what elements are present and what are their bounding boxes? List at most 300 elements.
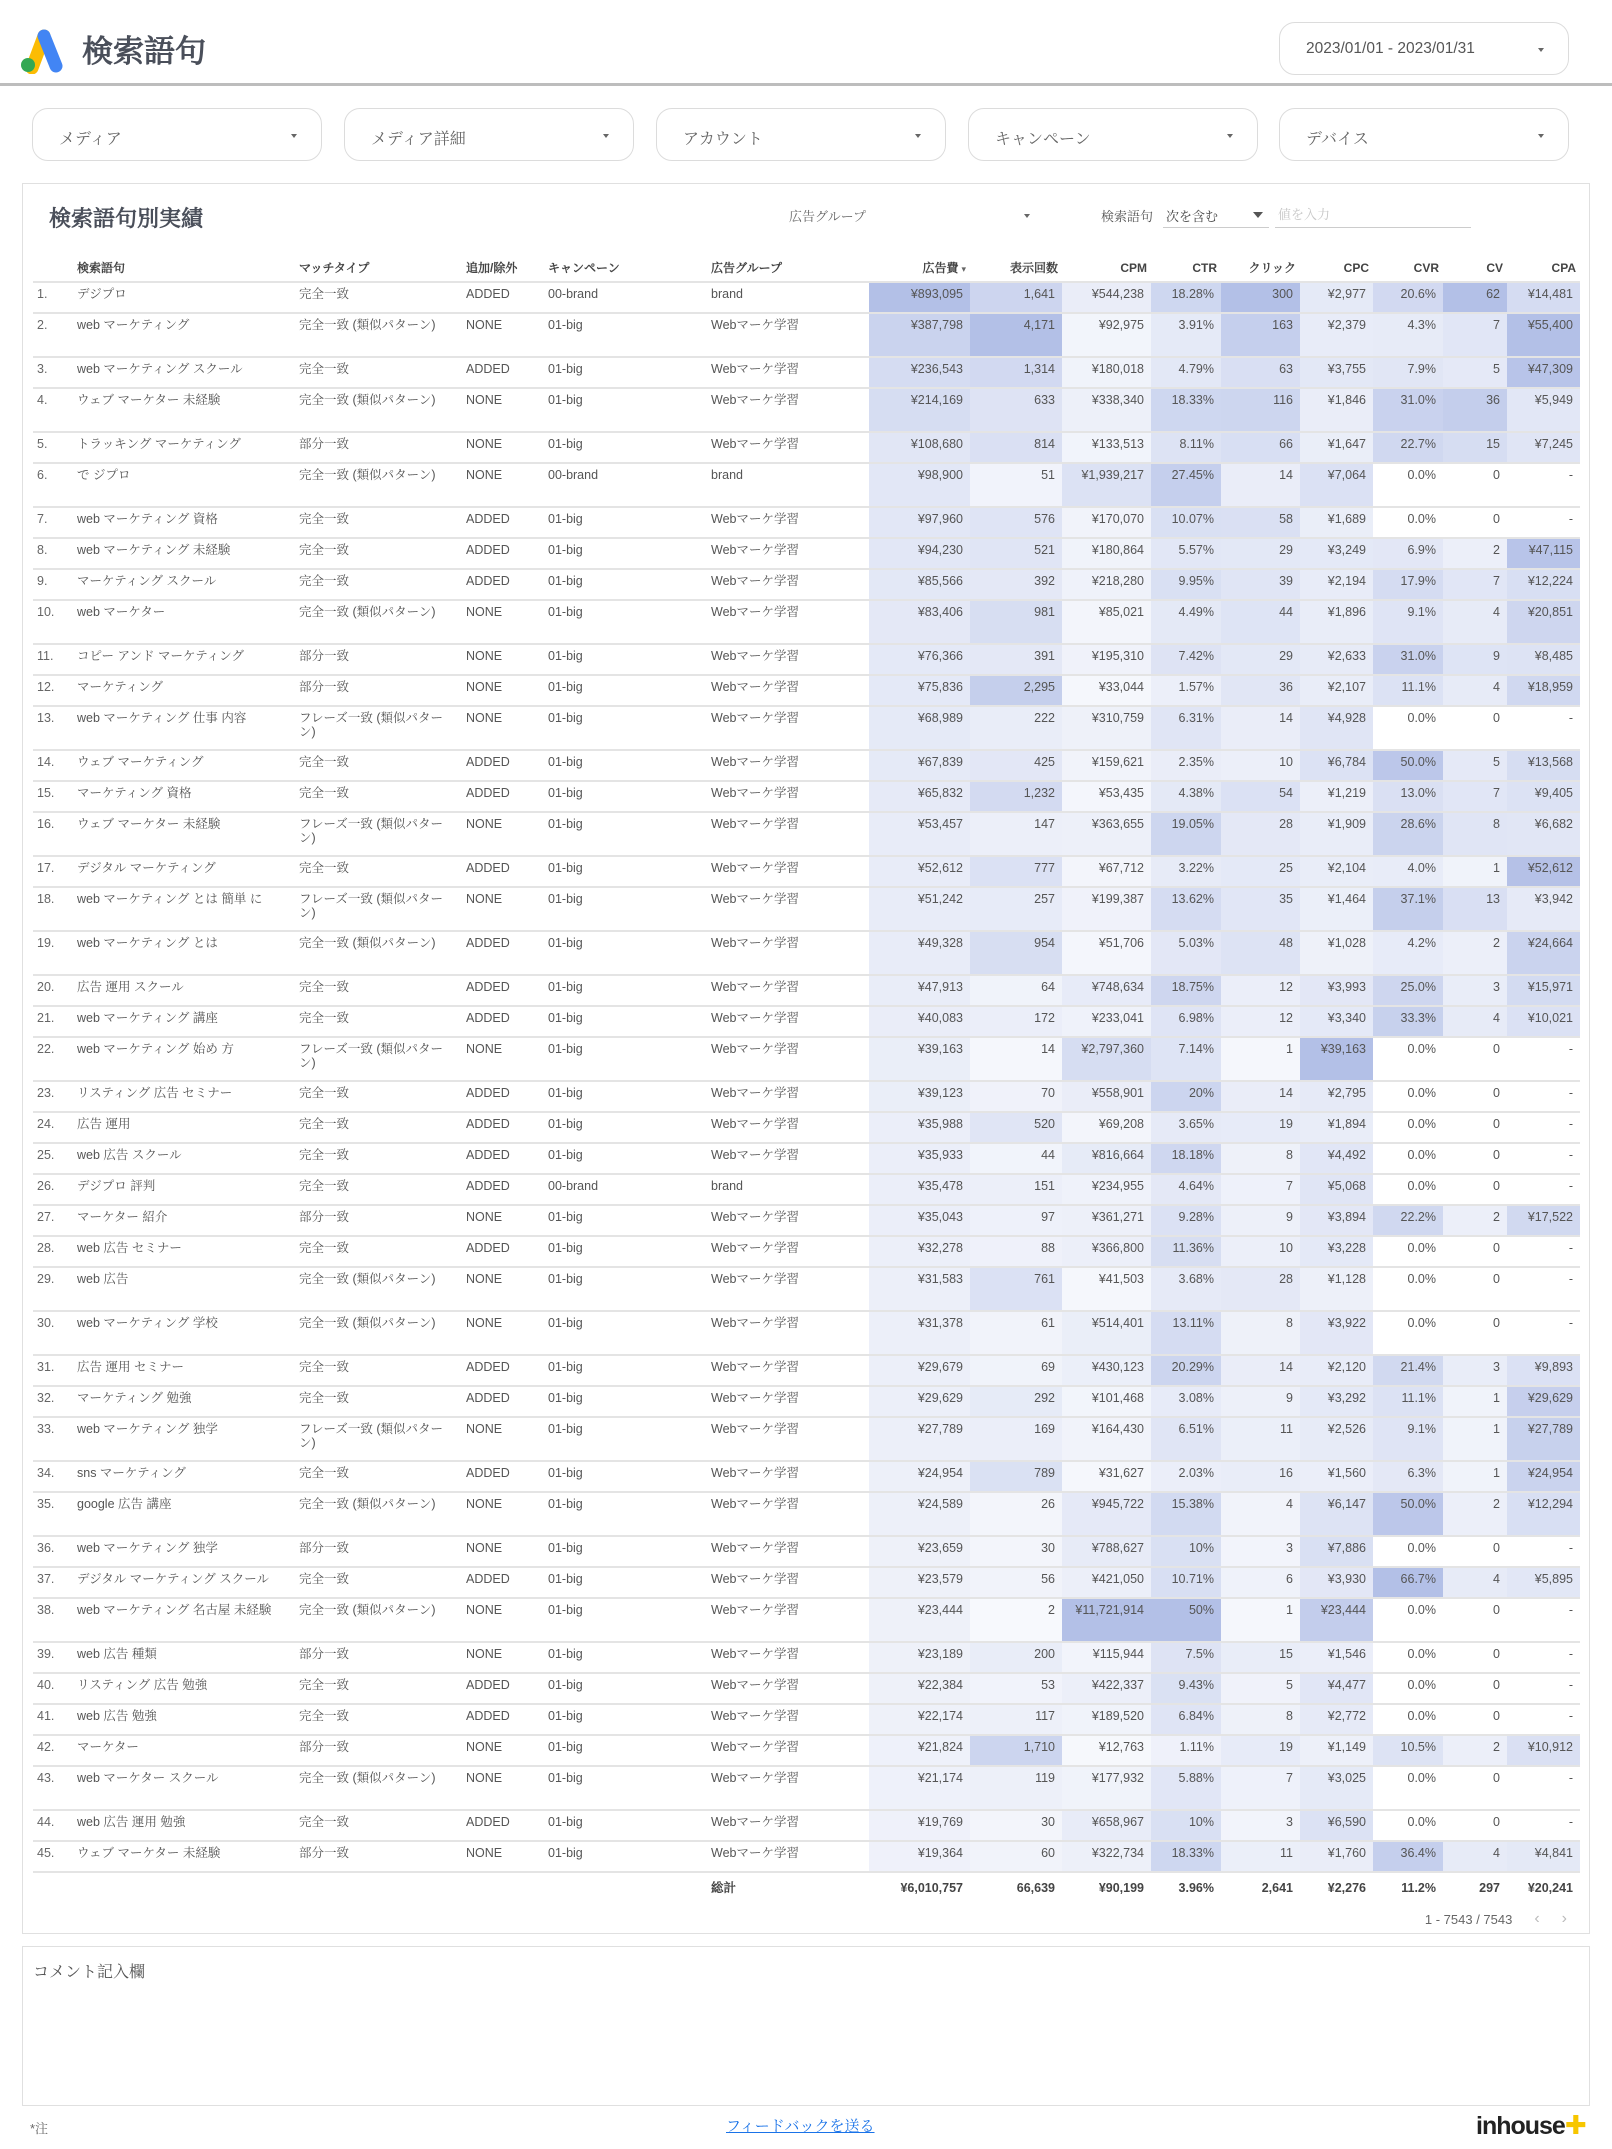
cell-cost: ¥39,123 xyxy=(869,1081,970,1112)
cell-cpa: ¥13,568 xyxy=(1507,750,1580,781)
filter-media-detail[interactable] xyxy=(344,108,634,161)
cell-match-type: 部分一致 xyxy=(295,644,462,675)
cell-cpm: ¥233,041 xyxy=(1062,1006,1151,1037)
cell-cost: ¥32,278 xyxy=(869,1236,970,1267)
filter-media[interactable] xyxy=(32,108,322,161)
cell-search-term: トラッキング マーケティング xyxy=(73,432,295,463)
cell-match-type: 完全一致 xyxy=(295,1236,462,1267)
cell-cvr: 50.0% xyxy=(1373,1492,1443,1536)
cell-campaign: 01-big xyxy=(544,1766,707,1810)
cell-cvr: 17.9% xyxy=(1373,569,1443,600)
table-row[interactable] xyxy=(33,1205,1580,1236)
cell-campaign: 00-brand xyxy=(544,463,707,507)
cell-campaign: 01-big xyxy=(544,1236,707,1267)
cell-search-term: web マーケティング 独学 xyxy=(73,1536,295,1567)
cell-ctr: 10.07% xyxy=(1151,507,1221,538)
table-row[interactable] xyxy=(33,1355,1580,1386)
table-row[interactable] xyxy=(33,1766,1580,1810)
cell-cost: ¥75,836 xyxy=(869,675,970,706)
total-cost: ¥6,010,757 xyxy=(869,1872,970,1903)
table-row[interactable] xyxy=(33,675,1580,706)
cell-search-term: リスティング 広告 勉強 xyxy=(73,1673,295,1704)
cell-cv: 36 xyxy=(1443,388,1507,432)
table-row[interactable] xyxy=(33,931,1580,975)
cell-search-term: 広告 運用 xyxy=(73,1112,295,1143)
cell-cpm: ¥85,021 xyxy=(1062,600,1151,644)
cell-status: NONE xyxy=(462,1841,544,1872)
cell-cpm: ¥514,401 xyxy=(1062,1311,1151,1355)
chevron-down-icon xyxy=(291,134,297,138)
cell-cpm: ¥816,664 xyxy=(1062,1143,1151,1174)
cell-cv: 7 xyxy=(1443,313,1507,357)
cell-impressions: 777 xyxy=(970,856,1062,887)
cell-cpc: ¥2,194 xyxy=(1300,569,1373,600)
cell-clicks: 9 xyxy=(1221,1386,1300,1417)
cell-row-index: 39. xyxy=(33,1642,73,1673)
table-row[interactable] xyxy=(33,1006,1580,1037)
cell-cpm: ¥421,050 xyxy=(1062,1567,1151,1598)
cell-cpc: ¥2,526 xyxy=(1300,1417,1373,1461)
col-cpc[interactable]: CPC xyxy=(1343,260,1369,275)
cell-cost: ¥29,679 xyxy=(869,1355,970,1386)
table-row[interactable] xyxy=(33,1037,1580,1081)
cell-ctr: 6.31% xyxy=(1151,706,1221,750)
cell-cost: ¥19,769 xyxy=(869,1810,970,1841)
cell-cv: 0 xyxy=(1443,1766,1507,1810)
chevron-down-icon xyxy=(1538,48,1544,52)
cell-cpc: ¥1,909 xyxy=(1300,812,1373,856)
cell-cpc: ¥4,928 xyxy=(1300,706,1373,750)
cell-match-type: 完全一致 xyxy=(295,975,462,1006)
cell-impressions: 814 xyxy=(970,432,1062,463)
cell-cpa: ¥3,942 xyxy=(1507,887,1580,931)
cell-cost: ¥23,659 xyxy=(869,1536,970,1567)
search-term-input[interactable] xyxy=(1275,202,1471,228)
cell-cost: ¥31,583 xyxy=(869,1267,970,1311)
col-cost[interactable] xyxy=(869,254,970,282)
table-row[interactable] xyxy=(33,463,1580,507)
cell-campaign: 01-big xyxy=(544,1267,707,1311)
cell-cv: 4 xyxy=(1443,675,1507,706)
cell-match-type: 完全一致 (類似パターン) xyxy=(295,1492,462,1536)
table-row[interactable] xyxy=(33,644,1580,675)
cell-impressions: 70 xyxy=(970,1081,1062,1112)
table-row[interactable] xyxy=(33,887,1580,931)
cell-cv: 4 xyxy=(1443,600,1507,644)
comment-box[interactable] xyxy=(22,1946,1590,2106)
col-adgroup[interactable]: 広告グループ xyxy=(711,261,783,275)
cell-row-index: 11. xyxy=(33,644,73,675)
cell-status: NONE xyxy=(462,1205,544,1236)
table-row[interactable] xyxy=(33,1236,1580,1267)
cell-search-term: マーケティング 勉強 xyxy=(73,1386,295,1417)
cell-clicks: 8 xyxy=(1221,1143,1300,1174)
cell-cvr: 11.1% xyxy=(1373,1386,1443,1417)
cell-clicks: 12 xyxy=(1221,975,1300,1006)
cell-cpc: ¥3,922 xyxy=(1300,1311,1373,1355)
table-row[interactable] xyxy=(33,975,1580,1006)
cell-cpm: ¥170,070 xyxy=(1062,507,1151,538)
cell-cpa: - xyxy=(1507,1673,1580,1704)
cell-cv: 2 xyxy=(1443,931,1507,975)
table-row[interactable] xyxy=(33,1598,1580,1642)
cell-cv: 0 xyxy=(1443,1704,1507,1735)
table-row[interactable] xyxy=(33,1492,1580,1536)
col-search-term[interactable]: 検索語句 xyxy=(77,261,126,275)
cell-row-index: 33. xyxy=(33,1417,73,1461)
cell-cvr: 0.0% xyxy=(1373,1704,1443,1735)
cell-cvr: 10.5% xyxy=(1373,1735,1443,1766)
filter-account[interactable] xyxy=(656,108,946,161)
cell-cpa: ¥17,522 xyxy=(1507,1205,1580,1236)
col-cpa[interactable]: CPA xyxy=(1551,260,1576,275)
cell-match-type: 完全一致 (類似パターン) xyxy=(295,463,462,507)
cell-adgroup: Webマーケ学習 xyxy=(707,1417,869,1461)
table-row[interactable] xyxy=(33,1081,1580,1112)
cell-cost: ¥40,083 xyxy=(869,1006,970,1037)
cell-clicks: 36 xyxy=(1221,675,1300,706)
table-row[interactable] xyxy=(33,1735,1580,1766)
table-row[interactable] xyxy=(33,1461,1580,1492)
cell-cost: ¥22,384 xyxy=(869,1673,970,1704)
cell-campaign: 01-big xyxy=(544,1704,707,1735)
cell-row-index: 23. xyxy=(33,1081,73,1112)
filter-campaign[interactable] xyxy=(968,108,1258,161)
cell-clicks: 14 xyxy=(1221,1081,1300,1112)
cell-cost: ¥52,612 xyxy=(869,856,970,887)
table-row[interactable] xyxy=(33,750,1580,781)
table-row[interactable] xyxy=(33,1417,1580,1461)
cell-impressions: 2,295 xyxy=(970,675,1062,706)
table-row[interactable] xyxy=(33,1143,1580,1174)
cell-cv: 13 xyxy=(1443,887,1507,931)
cell-ctr: 13.11% xyxy=(1151,1311,1221,1355)
table-row[interactable] xyxy=(33,781,1580,812)
cell-row-index: 40. xyxy=(33,1673,73,1704)
cell-cvr: 0.0% xyxy=(1373,1037,1443,1081)
col-status[interactable]: 追加/除外 xyxy=(466,261,518,275)
cell-cost: ¥65,832 xyxy=(869,781,970,812)
cell-clicks: 163 xyxy=(1221,313,1300,357)
cell-status: NONE xyxy=(462,887,544,931)
cell-cost: ¥31,378 xyxy=(869,1311,970,1355)
cell-row-index: 28. xyxy=(33,1236,73,1267)
cell-row-index: 37. xyxy=(33,1567,73,1598)
cell-status: ADDED xyxy=(462,569,544,600)
cell-cpa: ¥6,682 xyxy=(1507,812,1580,856)
cell-cpc: ¥3,930 xyxy=(1300,1567,1373,1598)
dropdown-arrow-icon xyxy=(1253,212,1263,218)
cell-campaign: 01-big xyxy=(544,856,707,887)
search-operator-select[interactable] xyxy=(1163,202,1269,228)
cell-cpa: ¥12,294 xyxy=(1507,1492,1580,1536)
cell-search-term: web マーケティング スクール xyxy=(73,357,295,388)
cell-cpc: ¥23,444 xyxy=(1300,1598,1373,1642)
cell-cpa: ¥24,664 xyxy=(1507,931,1580,975)
cell-cv: 5 xyxy=(1443,750,1507,781)
cell-cost: ¥24,954 xyxy=(869,1461,970,1492)
cell-adgroup: Webマーケ学習 xyxy=(707,675,869,706)
cell-cpm: ¥218,280 xyxy=(1062,569,1151,600)
cell-cost: ¥29,629 xyxy=(869,1386,970,1417)
cell-adgroup: Webマーケ学習 xyxy=(707,1081,869,1112)
cell-match-type: 完全一致 xyxy=(295,1704,462,1735)
cell-cpc: ¥1,028 xyxy=(1300,931,1373,975)
cell-status: ADDED xyxy=(462,282,544,313)
cell-ctr: 19.05% xyxy=(1151,812,1221,856)
cell-adgroup: Webマーケ学習 xyxy=(707,975,869,1006)
cell-status: ADDED xyxy=(462,1461,544,1492)
cell-cvr: 0.0% xyxy=(1373,1642,1443,1673)
cell-ctr: 5.57% xyxy=(1151,538,1221,569)
cell-cpc: ¥3,755 xyxy=(1300,357,1373,388)
cell-cv: 0 xyxy=(1443,1236,1507,1267)
cell-match-type: 完全一致 xyxy=(295,1081,462,1112)
table-row[interactable] xyxy=(33,1642,1580,1673)
cell-cpm: ¥658,967 xyxy=(1062,1810,1151,1841)
cell-impressions: 1,710 xyxy=(970,1735,1062,1766)
cell-status: NONE xyxy=(462,463,544,507)
cell-cvr: 11.1% xyxy=(1373,675,1443,706)
col-cv[interactable]: CV xyxy=(1486,260,1503,275)
table-row[interactable] xyxy=(33,600,1580,644)
col-clicks[interactable]: クリック xyxy=(1248,261,1296,275)
col-ctr[interactable]: CTR xyxy=(1192,260,1217,275)
table-row[interactable] xyxy=(33,1386,1580,1417)
cell-cpm: ¥322,734 xyxy=(1062,1841,1151,1872)
cell-ctr: 11.36% xyxy=(1151,1236,1221,1267)
cell-ctr: 9.43% xyxy=(1151,1673,1221,1704)
cell-adgroup: Webマーケ学習 xyxy=(707,1311,869,1355)
cell-cpa: - xyxy=(1507,1598,1580,1642)
col-index xyxy=(33,254,73,282)
cell-impressions: 61 xyxy=(970,1311,1062,1355)
cell-cvr: 0.0% xyxy=(1373,1311,1443,1355)
cell-match-type: 完全一致 xyxy=(295,781,462,812)
cell-status: NONE xyxy=(462,812,544,856)
cell-row-index: 14. xyxy=(33,750,73,781)
cell-cpc: ¥1,560 xyxy=(1300,1461,1373,1492)
table-row[interactable] xyxy=(33,1673,1580,1704)
col-campaign[interactable]: キャンペーン xyxy=(548,261,620,275)
cell-cv: 0 xyxy=(1443,1081,1507,1112)
cell-impressions: 88 xyxy=(970,1236,1062,1267)
cell-clicks: 16 xyxy=(1221,1461,1300,1492)
cell-cvr: 7.9% xyxy=(1373,357,1443,388)
cell-cvr: 0.0% xyxy=(1373,1536,1443,1567)
cell-adgroup: Webマーケ学習 xyxy=(707,1673,869,1704)
cell-clicks: 35 xyxy=(1221,887,1300,931)
cell-row-index: 24. xyxy=(33,1112,73,1143)
cell-cpc: ¥2,633 xyxy=(1300,644,1373,675)
cell-match-type: 完全一致 xyxy=(295,282,462,313)
cell-match-type: 完全一致 xyxy=(295,507,462,538)
table-row[interactable] xyxy=(33,507,1580,538)
cell-cpa: ¥47,309 xyxy=(1507,357,1580,388)
table-row[interactable] xyxy=(33,1810,1580,1841)
cell-cv: 7 xyxy=(1443,569,1507,600)
cell-campaign: 01-big xyxy=(544,1417,707,1461)
cell-cpm: ¥11,721,914 xyxy=(1062,1598,1151,1642)
filter-device[interactable] xyxy=(1279,108,1569,161)
table-row[interactable] xyxy=(33,856,1580,887)
cell-adgroup: Webマーケ学習 xyxy=(707,1492,869,1536)
cell-row-index: 4. xyxy=(33,388,73,432)
cell-adgroup: Webマーケ学習 xyxy=(707,1267,869,1311)
cell-cv: 2 xyxy=(1443,1492,1507,1536)
cell-cpm: ¥945,722 xyxy=(1062,1492,1151,1536)
col-cvr[interactable]: CVR xyxy=(1413,260,1439,275)
cell-row-index: 43. xyxy=(33,1766,73,1810)
table-row[interactable] xyxy=(33,313,1580,357)
cell-cost: ¥68,989 xyxy=(869,706,970,750)
cell-row-index: 2. xyxy=(33,313,73,357)
table-row[interactable] xyxy=(33,357,1580,388)
cell-cpm: ¥67,712 xyxy=(1062,856,1151,887)
cell-adgroup: Webマーケ学習 xyxy=(707,1598,869,1642)
cell-ctr: 9.28% xyxy=(1151,1205,1221,1236)
prev-page-button[interactable]: ‹ xyxy=(1534,1910,1540,1927)
table-row[interactable] xyxy=(33,1112,1580,1143)
table-row[interactable] xyxy=(33,1311,1580,1355)
table-row[interactable] xyxy=(33,1841,1580,1872)
cell-status: NONE xyxy=(462,1766,544,1810)
cell-status: ADDED xyxy=(462,357,544,388)
cell-clicks: 29 xyxy=(1221,644,1300,675)
cell-cpa: ¥14,481 xyxy=(1507,282,1580,313)
cell-status: NONE xyxy=(462,1598,544,1642)
cell-campaign: 01-big xyxy=(544,1006,707,1037)
chevron-down-icon xyxy=(1538,134,1544,138)
cell-adgroup: Webマーケ学習 xyxy=(707,644,869,675)
cell-cvr: 13.0% xyxy=(1373,781,1443,812)
cell-status: ADDED xyxy=(462,781,544,812)
cell-campaign: 01-big xyxy=(544,1810,707,1841)
table-row[interactable] xyxy=(33,569,1580,600)
cell-clicks: 4 xyxy=(1221,1492,1300,1536)
table-row[interactable] xyxy=(33,1174,1580,1205)
cell-cost: ¥47,913 xyxy=(869,975,970,1006)
col-match-type[interactable]: マッチタイプ xyxy=(299,261,370,275)
cell-row-index: 44. xyxy=(33,1810,73,1841)
cell-campaign: 01-big xyxy=(544,887,707,931)
cell-match-type: 完全一致 xyxy=(295,538,462,569)
cell-search-term: web マーケティング 仕事 内容 xyxy=(73,706,295,750)
cell-cpc: ¥3,292 xyxy=(1300,1386,1373,1417)
cell-cpc: ¥7,064 xyxy=(1300,463,1373,507)
table-row[interactable] xyxy=(33,812,1580,856)
cell-search-term: web 広告 セミナー xyxy=(73,1236,295,1267)
cell-clicks: 54 xyxy=(1221,781,1300,812)
cell-impressions: 30 xyxy=(970,1536,1062,1567)
cell-status: ADDED xyxy=(462,538,544,569)
table-row[interactable] xyxy=(33,1267,1580,1311)
table-row[interactable] xyxy=(33,388,1580,432)
cell-status: ADDED xyxy=(462,1006,544,1037)
cell-match-type: 完全一致 (類似パターン) xyxy=(295,931,462,975)
cell-row-index: 30. xyxy=(33,1311,73,1355)
cell-adgroup: Webマーケ学習 xyxy=(707,1735,869,1766)
cell-cpm: ¥338,340 xyxy=(1062,388,1151,432)
table-row[interactable] xyxy=(33,1536,1580,1567)
cell-cpc: ¥6,784 xyxy=(1300,750,1373,781)
cell-cv: 0 xyxy=(1443,1143,1507,1174)
table-row[interactable] xyxy=(33,1567,1580,1598)
date-range-picker[interactable] xyxy=(1279,22,1569,75)
cell-cpc: ¥2,795 xyxy=(1300,1081,1373,1112)
cell-search-term: web 広告 スクール xyxy=(73,1143,295,1174)
cell-search-term: ウェブ マーケター 未経験 xyxy=(73,388,295,432)
filter-label: アカウント xyxy=(683,131,763,148)
table-body xyxy=(33,282,1580,1872)
table-row[interactable] xyxy=(33,538,1580,569)
cell-status: ADDED xyxy=(462,975,544,1006)
cell-cv: 0 xyxy=(1443,1267,1507,1311)
cell-cpa: - xyxy=(1507,1081,1580,1112)
cell-match-type: 部分一致 xyxy=(295,1205,462,1236)
col-cpm[interactable]: CPM xyxy=(1120,260,1147,275)
cell-cpm: ¥363,655 xyxy=(1062,812,1151,856)
cell-impressions: 292 xyxy=(970,1386,1062,1417)
cell-campaign: 01-big xyxy=(544,1081,707,1112)
total-impressions: 66,639 xyxy=(970,1872,1062,1903)
cell-cpa: - xyxy=(1507,463,1580,507)
cell-cpa: ¥4,841 xyxy=(1507,1841,1580,1872)
brand-logo xyxy=(1476,2110,1586,2141)
cell-adgroup: Webマーケ学習 xyxy=(707,1006,869,1037)
cell-cost: ¥27,789 xyxy=(869,1417,970,1461)
cell-cpc: ¥2,104 xyxy=(1300,856,1373,887)
cell-ctr: 10% xyxy=(1151,1536,1221,1567)
cell-status: ADDED xyxy=(462,507,544,538)
cell-search-term: web マーケティング 独学 xyxy=(73,1417,295,1461)
cell-cpa: ¥9,893 xyxy=(1507,1355,1580,1386)
feedback-link[interactable]: フィードバックを送る xyxy=(726,2118,875,2135)
cell-cpm: ¥115,944 xyxy=(1062,1642,1151,1673)
comment-label: コメント記入欄 xyxy=(33,1964,146,1981)
cell-match-type: 完全一致 xyxy=(295,1143,462,1174)
table-row[interactable] xyxy=(33,432,1580,463)
table-row[interactable] xyxy=(33,706,1580,750)
cell-ctr: 3.91% xyxy=(1151,313,1221,357)
cell-ctr: 6.51% xyxy=(1151,1417,1221,1461)
cell-cost: ¥35,933 xyxy=(869,1143,970,1174)
cell-match-type: 完全一致 (類似パターン) xyxy=(295,600,462,644)
table-row[interactable] xyxy=(33,282,1580,313)
cell-ctr: 20% xyxy=(1151,1081,1221,1112)
cell-clicks: 15 xyxy=(1221,1642,1300,1673)
table-row[interactable] xyxy=(33,1704,1580,1735)
cell-row-index: 12. xyxy=(33,675,73,706)
cell-cvr: 66.7% xyxy=(1373,1567,1443,1598)
cell-cvr: 31.0% xyxy=(1373,644,1443,675)
cell-clicks: 10 xyxy=(1221,1236,1300,1267)
cell-ctr: 4.49% xyxy=(1151,600,1221,644)
cell-campaign: 01-big xyxy=(544,781,707,812)
cell-cpa: ¥52,612 xyxy=(1507,856,1580,887)
cell-search-term: web マーケター xyxy=(73,600,295,644)
cell-cpa: ¥5,895 xyxy=(1507,1567,1580,1598)
cell-adgroup: Webマーケ学習 xyxy=(707,388,869,432)
cell-match-type: フレーズ一致 (類似パターン) xyxy=(295,887,462,931)
chevron-down-icon xyxy=(915,134,921,138)
cell-ctr: 5.88% xyxy=(1151,1766,1221,1810)
cell-impressions: 520 xyxy=(970,1112,1062,1143)
cell-cost: ¥39,163 xyxy=(869,1037,970,1081)
next-page-button[interactable]: › xyxy=(1561,1910,1567,1927)
col-impressions[interactable]: 表示回数 xyxy=(1009,261,1058,275)
cell-cv: 5 xyxy=(1443,357,1507,388)
